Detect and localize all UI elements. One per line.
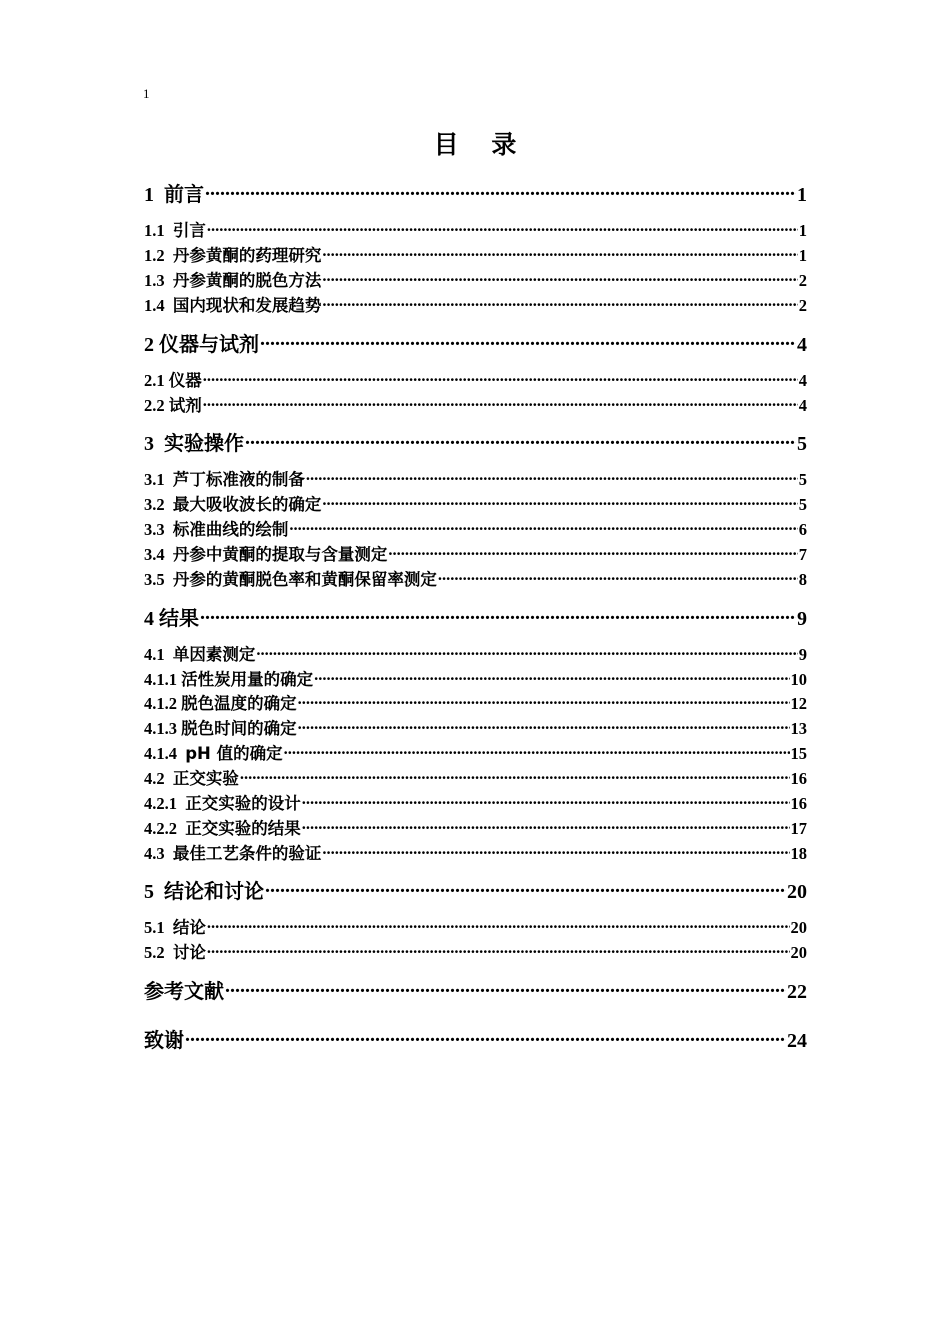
toc-leader-dots [205,181,796,201]
page-number: 1 [143,86,150,101]
toc-entry[interactable] [144,914,807,936]
toc-entry-label [144,328,259,357]
toc-entry-text: 正交实验的设计 [185,794,301,813]
toc-entry-number: 3.2 [144,495,173,514]
toc-entry-label [144,840,321,864]
toc-leader-dots [298,718,790,735]
toc-entry-page: 5 [798,495,807,514]
toc-entry-number: 4.2 [144,769,173,788]
toc-entry[interactable] [144,875,807,901]
toc-entry-number: 1 [144,184,164,206]
toc-entry-number: 2.1 [144,371,169,390]
toc-entry-label [144,516,288,540]
toc-entry-page: 15 [790,744,807,763]
toc-entry-label [144,666,313,690]
toc-leader-dots [256,644,797,661]
toc-entry-page: 7 [798,545,807,564]
toc-entry-text: 国内现状和发展趋势 [172,296,322,315]
toc-entry-page: 4 [798,396,807,415]
toc-entry[interactable] [144,217,807,239]
toc-entry-number: 5.2 [144,943,173,962]
toc-entry-text: 脱色时间的确定 [181,719,297,738]
toc-entry-text: 丹参中黄酮的提取与含量测定 [172,545,388,564]
toc-entry-text: 结论和讨论 [164,879,264,903]
toc-entry[interactable] [144,602,807,628]
toc-entry-text: 前言 [164,182,204,206]
toc-leader-dots [438,569,798,586]
toc-entry[interactable] [144,367,807,389]
toc-entry[interactable] [144,178,807,204]
toc-entry-page: 24 [787,1030,807,1052]
toc-entry-label [144,392,202,416]
page-title: 目 录 [433,130,529,159]
toc-entry-text: 参考文献 [144,979,224,1003]
toc-entry-page: 22 [787,981,807,1003]
toc-entry-text: 仪器 [168,371,202,390]
toc-entry-page: 10 [790,670,807,689]
toc-leader-dots [203,395,798,412]
toc-entry-label [144,242,321,266]
toc-entry-text: 丹参的黄酮脱色率和黄酮保留率测定 [172,570,437,589]
toc-leader-dots [207,942,790,959]
toc-leader-dots [322,270,797,287]
toc-leader-dots [298,693,790,710]
toc-entry-number: 4.3 [144,844,173,863]
toc-leader-dots [322,494,797,511]
toc-entry[interactable] [144,292,807,314]
toc-entry-page: 5 [798,470,807,489]
toc-entry-text: 单因素测定 [172,645,256,664]
toc-entry-page: 17 [790,819,807,838]
toc-leader-dots [207,917,790,934]
toc-entry-label [144,367,202,391]
toc-entry[interactable] [144,715,807,737]
toc-entry-number: 4.1 [144,645,173,664]
toc-entry-number: 1.1 [144,221,173,240]
toc-entry-number: 5.1 [144,918,173,937]
toc-leader-dots [203,370,798,387]
toc-entry[interactable] [144,939,807,961]
toc-entry-page: 1 [798,221,807,240]
toc-entry-number: 4.1.1 [144,670,182,689]
toc-entry-number: 1.4 [144,296,173,315]
toc-entry[interactable] [144,516,807,538]
toc-leader-dots [322,843,789,860]
toc-entry[interactable] [144,740,807,762]
toc-entry-label [144,690,297,714]
toc-entry[interactable] [144,491,807,513]
toc-entry-label [144,427,244,456]
toc-entry-page: 16 [790,769,807,788]
toc-entry-number: 3 [144,433,164,455]
toc-entry-page: 2 [798,296,807,315]
toc-entry-page: 20 [790,918,807,937]
toc-entry-number: 1.2 [144,246,173,265]
toc-entry[interactable] [144,641,807,663]
toc-entry-label [144,602,199,631]
toc-entry-label [144,740,283,764]
toc-entry-label [144,292,321,316]
toc-leader-dots [322,295,797,312]
toc-entry-number: 3.4 [144,545,173,564]
toc-entry-page: 6 [798,520,807,539]
toc-entry[interactable] [144,690,807,712]
toc-entry-label [144,815,301,839]
toc-entry[interactable] [144,242,807,264]
toc-entry-label [144,765,239,789]
toc-entry[interactable] [144,666,807,688]
toc-entry-label [144,466,305,490]
toc-entry-page: 20 [787,881,807,903]
toc-entry-number: 4.1.2 [144,694,182,713]
toc-entry-text: 最大吸收波长的确定 [172,495,322,514]
toc-entry-label [144,491,321,515]
toc-entry-text: 试剂 [168,396,202,415]
toc-entry-number: 3.1 [144,470,173,489]
toc-entry-text: 引言 [172,221,206,240]
toc-entry-page: 16 [790,794,807,813]
toc-entry-text: 丹参黄酮的药理研究 [172,246,322,265]
toc-entry-number: 3.3 [144,520,173,539]
toc-entry-page: 9 [798,645,807,664]
toc-entry-text: 脱色温度的确定 [181,694,297,713]
toc-entry-number: 4.1.3 [144,719,182,738]
toc-entry-page: 4 [797,334,807,356]
toc-entry-number: 4.2.1 [144,794,186,813]
toc-entry-text: 正交实验的结果 [185,819,301,838]
toc-entry-number: 2 [144,334,159,356]
toc-entry[interactable] [144,566,807,588]
toc-entry[interactable] [144,427,807,453]
toc-entry[interactable] [144,1024,807,1050]
toc-entry-label [144,939,206,963]
toc-entry-text: 芦丁标准液的制备 [172,470,305,489]
toc-leader-dots [302,818,790,835]
toc-entry-label [144,267,321,291]
toc-entry-text: 致谢 [144,1028,184,1052]
toc-entry-text: 实验操作 [164,431,244,455]
toc-leader-dots [388,544,797,561]
toc-entry-page: 4 [798,371,807,390]
toc-leader-dots [265,878,786,898]
toc-entry-number: 1.3 [144,271,173,290]
toc-entry[interactable] [144,541,807,563]
toc-entry-text: 讨论 [172,943,206,962]
toc-entry-label [144,541,387,565]
toc-leader-dots [185,1027,786,1047]
toc-entry[interactable] [144,267,807,289]
toc-entry[interactable] [144,466,807,488]
toc-entry-number: 4 [144,608,159,630]
toc-entry-label [144,715,297,739]
toc-entry-page: 9 [797,608,807,630]
toc-entry[interactable] [144,975,807,1001]
toc-entry-label [144,975,224,1004]
toc-entry-page: 2 [798,271,807,290]
toc-leader-dots [225,978,786,998]
toc-entry-text: 最佳工艺条件的验证 [172,844,322,863]
toc-entry-page: 1 [798,246,807,265]
toc-entry[interactable] [144,815,807,837]
toc-entry-text: 仪器与试剂 [159,332,259,356]
toc-leader-dots [240,768,790,785]
toc-entry-number: 2.2 [144,396,169,415]
toc-entry-page: 5 [797,433,807,455]
toc-entry-text: 标准曲线的绘制 [172,520,289,539]
toc-entry-label [144,914,206,938]
toc-entry-label [144,1024,184,1053]
toc-entry-text: 正交实验 [172,769,239,788]
toc-leader-dots [260,331,796,351]
toc-entry-text: 丹参黄酮的脱色方法 [172,271,322,290]
toc-leader-dots [284,743,790,760]
toc-entry-text: 结论 [172,918,206,937]
toc-entry-page: 20 [790,943,807,962]
toc-leader-dots [322,245,797,262]
toc-entry-text: 结果 [159,606,199,630]
toc-entry-text: 活性炭用量的确定 [181,670,314,689]
toc-entry[interactable] [144,392,807,414]
toc-entry-number: 5 [144,881,164,903]
toc-entry-label [144,178,204,207]
toc-entry-page: 1 [797,184,807,206]
toc-entry[interactable] [144,790,807,812]
toc-entry-label [144,217,206,241]
toc-leader-dots [200,605,796,625]
toc-entry-text: pH 值的确定 [185,744,283,763]
toc-leader-dots [245,430,796,450]
toc-entry-label [144,566,437,590]
toc-entry-number: 4.1.4 [144,744,186,763]
toc-entry-label [144,790,301,814]
toc-leader-dots [306,469,798,486]
toc-entry-number: 4.2.2 [144,819,186,838]
toc-entry-page: 18 [790,844,807,863]
toc-leader-dots [207,220,798,237]
toc-entry-page: 12 [790,694,807,713]
toc-entry[interactable] [144,840,807,862]
toc-entry-number: 3.5 [144,570,173,589]
toc-leader-dots [314,669,789,686]
toc-entry-label [144,641,255,665]
toc-leader-dots [289,519,797,536]
toc-entry[interactable] [144,328,807,354]
toc-entry[interactable] [144,765,807,787]
toc-entry-label [144,875,264,904]
toc-entry-page: 8 [798,570,807,589]
toc-leader-dots [302,793,790,810]
toc-entry-page: 13 [790,719,807,738]
